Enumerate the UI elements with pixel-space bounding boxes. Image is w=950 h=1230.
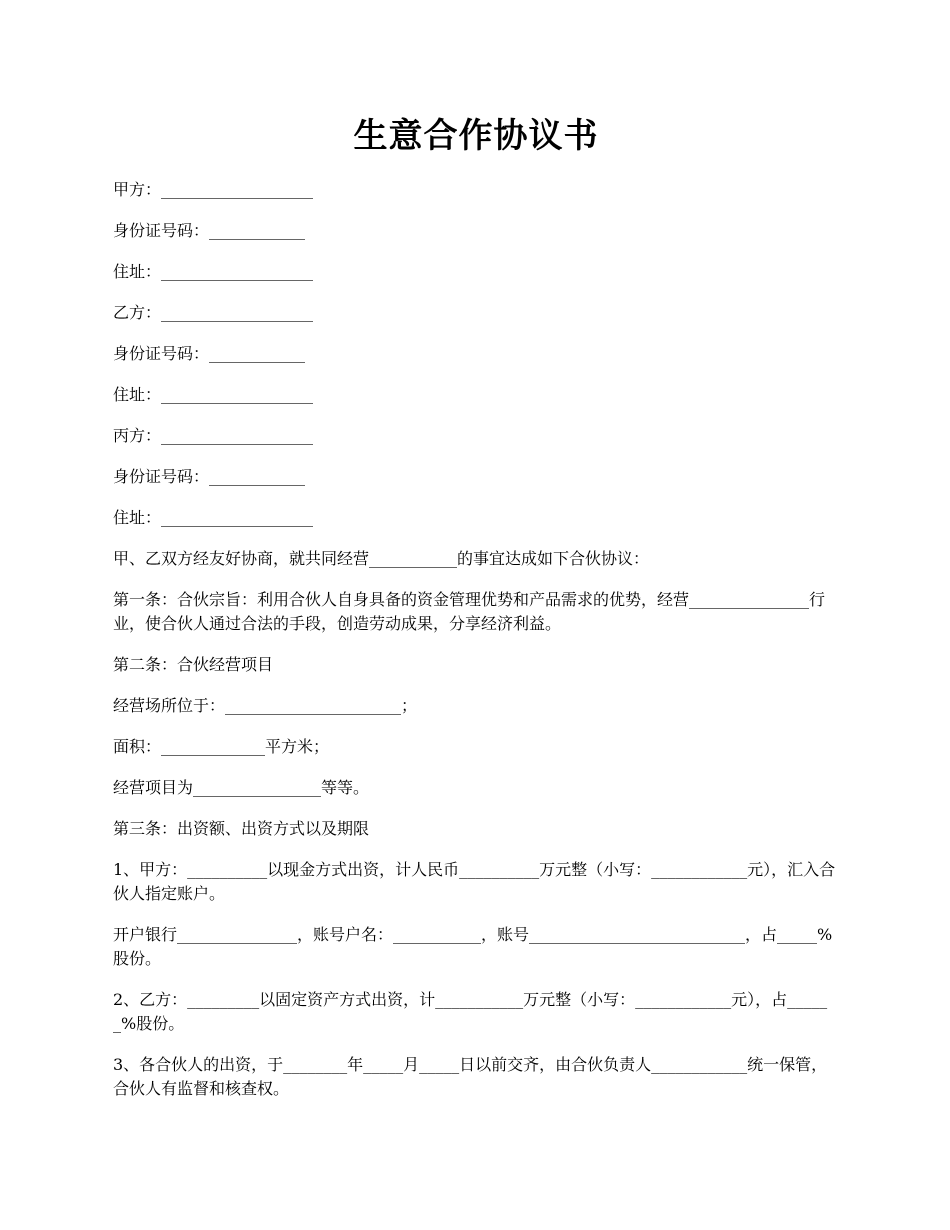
- party-c-line: 丙方：___________________: [113, 426, 314, 445]
- article-2-heading: 第二条：合伙经营项目: [113, 655, 274, 674]
- preamble-paragraph: 甲、乙双方经友好协商，就共同经营___________的事宜达成如下合伙协议：: [113, 549, 650, 568]
- document-title: 生意合作协议书: [353, 116, 599, 156]
- party-c-address-line: 住址：___________________: [113, 508, 314, 527]
- party-a-address-line: 住址：___________________: [113, 262, 314, 281]
- party-b-line: 乙方：___________________: [113, 303, 314, 322]
- business-location-line: 经营场所位于：______________________；: [113, 696, 418, 715]
- article-1-paragraph: 第一条：合伙宗旨：利用合伙人自身具备的资金管理优势和产品需求的优势，经营_______________行业，使合伙人通过合法的手段，创造劳动成果，分享经济利益。: [113, 590, 826, 633]
- party-a-line: 甲方：___________________: [113, 180, 314, 199]
- article-3-heading: 第三条：出资额、出资方式以及期限: [113, 819, 370, 838]
- contribution-deadline-paragraph: 3、各合伙人的出资，于________年_____月_____日以前交齐，由合伙负责人____________统一保管，合伙人有监督和核查权。: [113, 1055, 828, 1098]
- bank-account-paragraph: 开户银行_______________，账号户名：___________，账号___________________________，占_____%股份。: [113, 925, 833, 968]
- party-a-id-line: 身份证号码：____________: [113, 221, 306, 240]
- area-line: 面积：_____________平方米；: [113, 737, 330, 756]
- document-body: [113, 178, 839, 1118]
- party-b-address-line: 住址：___________________: [113, 385, 314, 404]
- business-items-line: 经营项目为________________等等。: [113, 778, 370, 797]
- party-b-id-line: 身份证号码：____________: [113, 344, 306, 363]
- party-c-id-line: 身份证号码：____________: [113, 467, 306, 486]
- contribution-party-a-paragraph: 1、甲方：__________以现金方式出资，计人民币__________万元整（小写：____________元），汇入合伙人指定账户。: [113, 860, 836, 903]
- contribution-party-b-paragraph: 2、乙方：_________以固定资产方式出资，计___________万元整（小写：____________元），占______%股份。: [113, 990, 828, 1033]
